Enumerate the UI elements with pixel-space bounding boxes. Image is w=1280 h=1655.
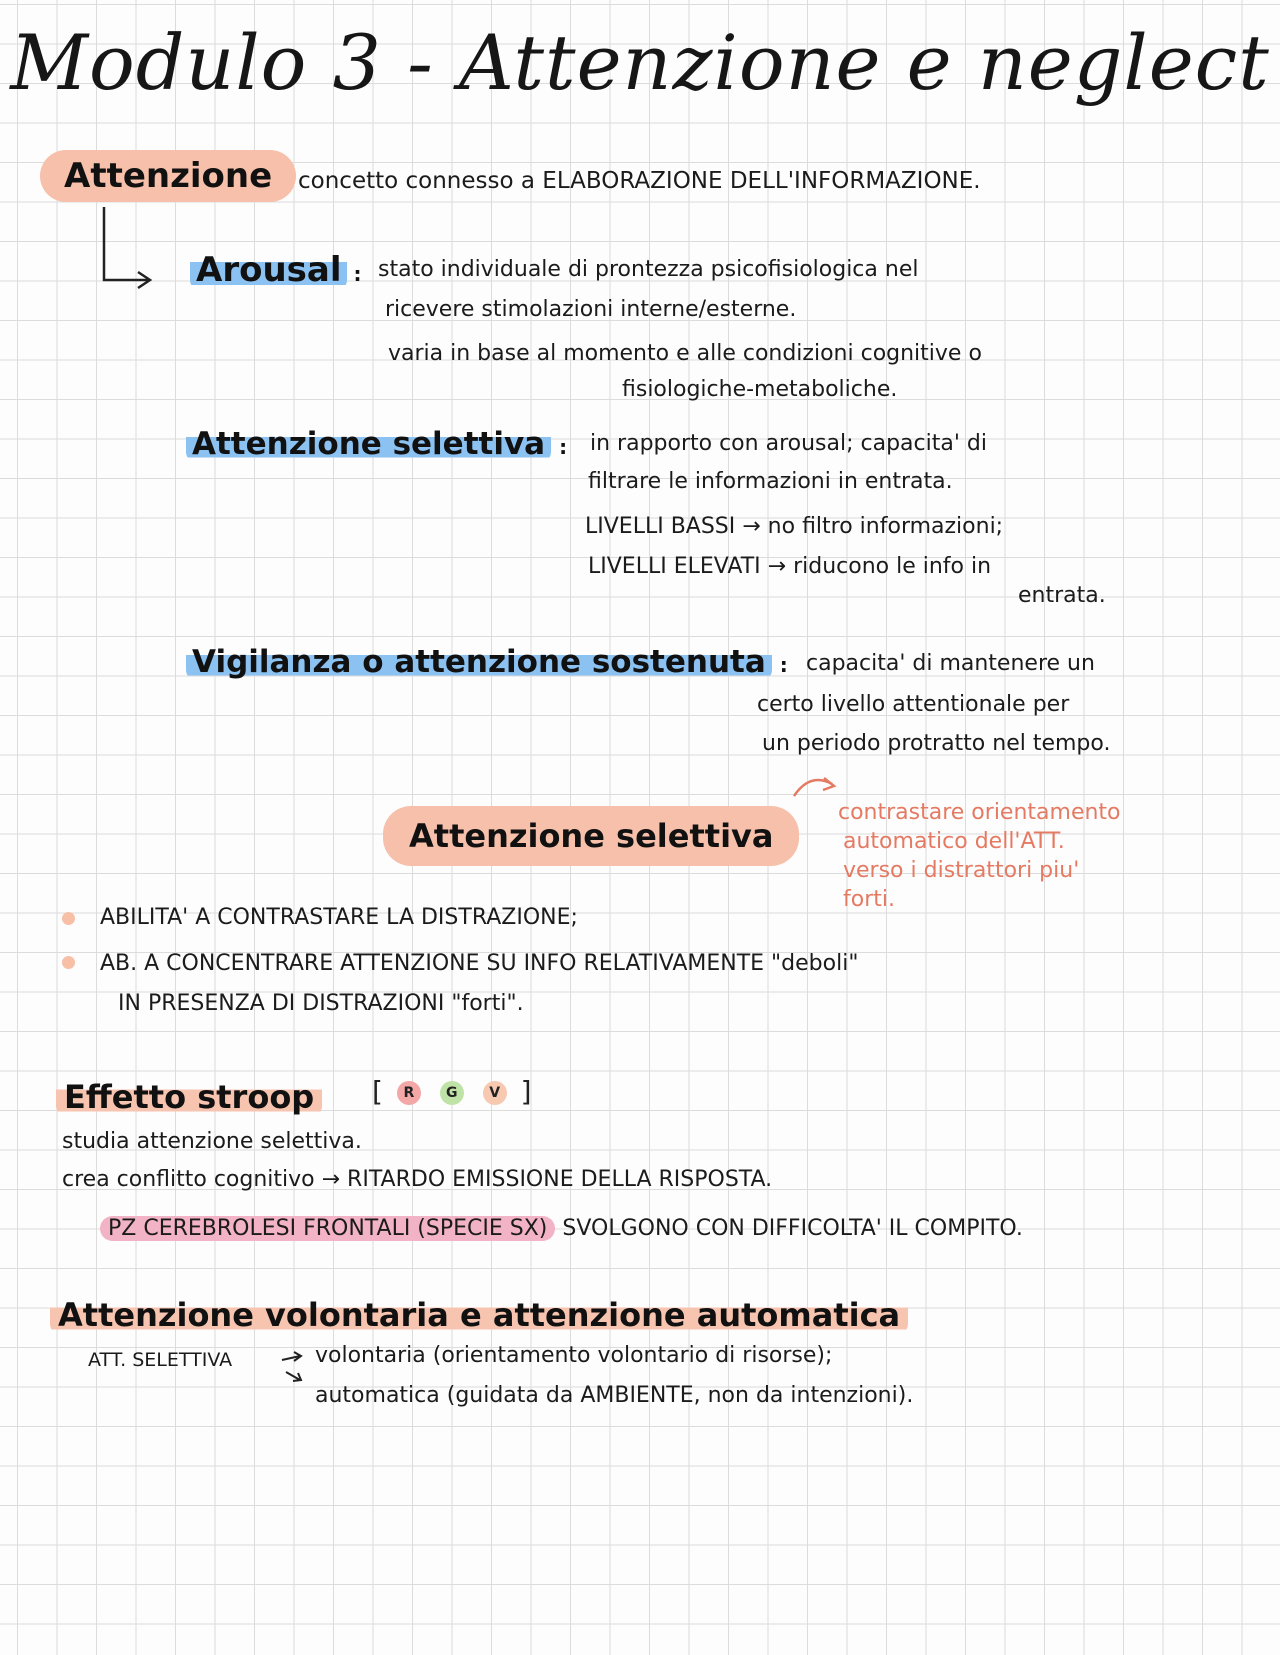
- side-note-line-2: automatico dell'ATT.: [843, 829, 1065, 854]
- bullet-2-cont: IN PRESENZA DI DISTRAZIONI "forti".: [118, 991, 524, 1016]
- side-note-line-4: forti.: [843, 887, 895, 912]
- selettiva-line-5: entrata.: [1018, 583, 1106, 608]
- arousal-line-3: varia in base al momento e alle condizioni cognitive o: [388, 341, 982, 366]
- arousal-line-4: fisiologiche-metaboliche.: [622, 377, 898, 402]
- red-circle-icon: R: [397, 1081, 421, 1105]
- stroop-line-3: [100, 1215, 1023, 1243]
- vigilanza-line-1: capacita' di mantenere un: [806, 651, 1095, 676]
- arousal-heading: Arousal :: [190, 250, 361, 294]
- volontaria-heading: [50, 1296, 908, 1334]
- stroop-highlight: PZ CEREBROLESI FRONTALI (SPECIE SX): [100, 1216, 555, 1241]
- stroop-color-legend: [ R G V ]: [372, 1075, 532, 1108]
- bullet-dot: [62, 956, 75, 969]
- bullet-1: ABILITA' A CONTRASTARE LA DISTRAZIONE;: [100, 905, 578, 930]
- volontaria-line-1: volontaria (orientamento volontario di risorse);: [315, 1343, 833, 1368]
- stroop-line-1: studia attenzione selettiva.: [62, 1129, 362, 1154]
- stroop-label: Effetto stroop: [56, 1078, 322, 1116]
- volontaria-line-2: automatica (guidata da AMBIENTE, non da intenzioni).: [315, 1383, 914, 1408]
- vigilanza-line-2: certo livello attentionale per: [757, 692, 1070, 717]
- selettiva-line-1: in rapporto con arousal; capacita' di: [590, 431, 987, 456]
- bullet-dot: [62, 912, 75, 925]
- selettiva-label: Attenzione selettiva: [186, 426, 551, 462]
- bullet-2: AB. A CONCENTRARE ATTENZIONE SU INFO RELATIVAMENTE "deboli": [100, 951, 859, 976]
- vigilanza-heading: Vigilanza o attenzione sostenuta :: [186, 643, 788, 684]
- attenzione-heading: Attenzione: [40, 150, 296, 202]
- peach-circle-icon: V: [483, 1081, 507, 1105]
- side-note-line-3: verso i distrattori piu': [843, 858, 1080, 883]
- branch-arrow-icon: [98, 205, 158, 295]
- selettiva-heading: Attenzione selettiva :: [186, 425, 567, 466]
- fork-arrow-icon: [280, 1350, 306, 1390]
- vigilanza-line-3: un periodo protratto nel tempo.: [762, 731, 1111, 756]
- volontaria-label: Attenzione volontaria e attenzione automatica: [50, 1296, 908, 1334]
- arousal-label: Arousal: [190, 250, 347, 290]
- side-note-line-1: contrastare orientamento: [838, 800, 1121, 825]
- selettiva-2-heading: Attenzione selettiva: [383, 806, 799, 866]
- selettiva-line-3: LIVELLI BASSI → no filtro informazioni;: [585, 514, 1004, 539]
- vigilanza-label: Vigilanza o attenzione sostenuta: [186, 644, 772, 680]
- stroop-line-2: crea conflitto cognitivo → RITARDO EMISSIONE DELLA RISPOSTA.: [62, 1167, 773, 1192]
- selettiva-line-2: filtrare le informazioni in entrata.: [588, 469, 953, 494]
- page-title: Modulo 3 - Attenzione e neglect: [10, 18, 1270, 107]
- green-circle-icon: G: [440, 1081, 464, 1105]
- arousal-line-1: stato individuale di prontezza psicofisiologica nel: [378, 257, 919, 282]
- stroop-heading: [56, 1078, 322, 1116]
- arousal-line-2: ricevere stimolazioni interne/esterne.: [385, 297, 797, 322]
- selettiva-line-4: LIVELLI ELEVATI → riducono le info in: [588, 554, 992, 579]
- volontaria-prefix: ATT. SELETTIVA: [88, 1349, 233, 1371]
- stroop-after-highlight: SVOLGONO CON DIFFICOLTA' IL COMPITO.: [562, 1216, 1023, 1241]
- attenzione-definition: concetto connesso a ELABORAZIONE DELL'INFORMAZIONE.: [298, 168, 981, 194]
